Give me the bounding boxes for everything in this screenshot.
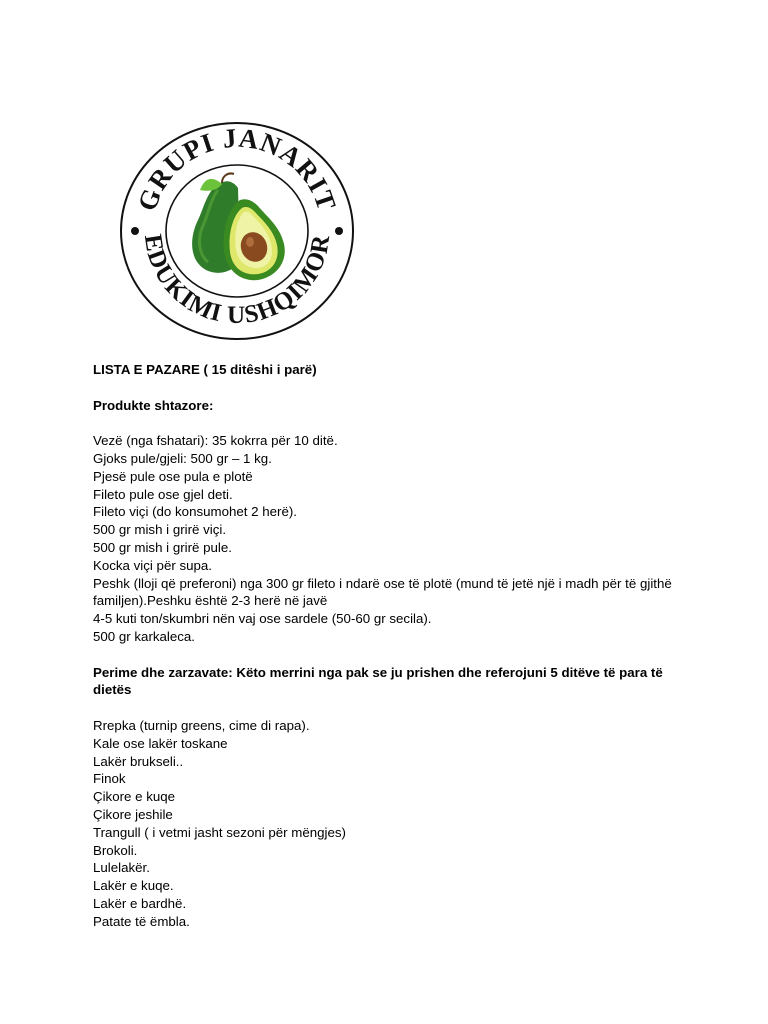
- list-item: 500 gr mish i grirë pule.: [93, 539, 232, 555]
- animal-products-heading: Produkte shtazore:: [93, 397, 214, 413]
- vegetables-heading: Perime dhe zarzavate: Këto merrini nga pak se ju prishen dhe referojuni 5 ditëve të para të dietës: [93, 664, 663, 698]
- logo-dot-left: [131, 227, 139, 235]
- list-item: Patate të ëmbla.: [93, 913, 190, 929]
- list-item: Lulelakër.: [93, 860, 150, 876]
- list-item: Çikore jeshile: [93, 806, 173, 822]
- page-title: LISTA E PAZARE ( 15 ditêshi i parë): [93, 362, 317, 377]
- list-item: Fileto pule ose gjel deti.: [93, 486, 233, 502]
- list-item: Kale ose lakër toskane: [93, 735, 228, 751]
- shopping-list: [93, 361, 683, 931]
- list-item: Rrepka (turnip greens, cime di rapa).: [93, 717, 310, 733]
- list-item: Finok: [93, 771, 126, 787]
- logo-top-text: GRUPI JANARIT: [131, 122, 343, 215]
- logo-bottom-text: EDUKIMI USHQIMOR: [138, 232, 336, 330]
- list-item: 500 gr mish i grirë viçi.: [93, 522, 227, 538]
- list-item: Lakër e kuqe.: [93, 878, 174, 894]
- list-item: Lakër e bardhë.: [93, 895, 187, 911]
- list-item: Lakër brukseli..: [93, 753, 184, 769]
- list-item: Peshk (lloji që preferoni) nga 300 gr fileto i ndarë ose të plotë (mund të jetë një i madh për të gjithë familjen).Peshku është 2-3 herë në javë: [93, 575, 672, 609]
- avocado-icon: [192, 173, 285, 280]
- list-item: Vezë (nga fshatari): 35 kokrra për 10 ditë.: [93, 433, 338, 449]
- list-item: Brokoli.: [93, 842, 138, 858]
- list-item: Trangull ( i vetmi jasht sezoni për mëngjes): [93, 824, 346, 840]
- list-item: Pjesë pule ose pula e plotë: [93, 468, 253, 484]
- list-item: 500 gr karkaleca.: [93, 628, 195, 644]
- list-item: Kocka viçi për supa.: [93, 557, 212, 573]
- list-item: Gjoks pule/gjeli: 500 gr – 1 kg.: [93, 450, 272, 466]
- list-item: Çikore e kuqe: [93, 789, 176, 805]
- logo: [118, 120, 356, 342]
- list-item: Fileto viçi (do konsumohet 2 herë).: [93, 504, 297, 520]
- list-item: 4-5 kuti ton/skumbri nën vaj ose sardele (50-60 gr secila).: [93, 611, 432, 627]
- logo-dot-right: [335, 227, 343, 235]
